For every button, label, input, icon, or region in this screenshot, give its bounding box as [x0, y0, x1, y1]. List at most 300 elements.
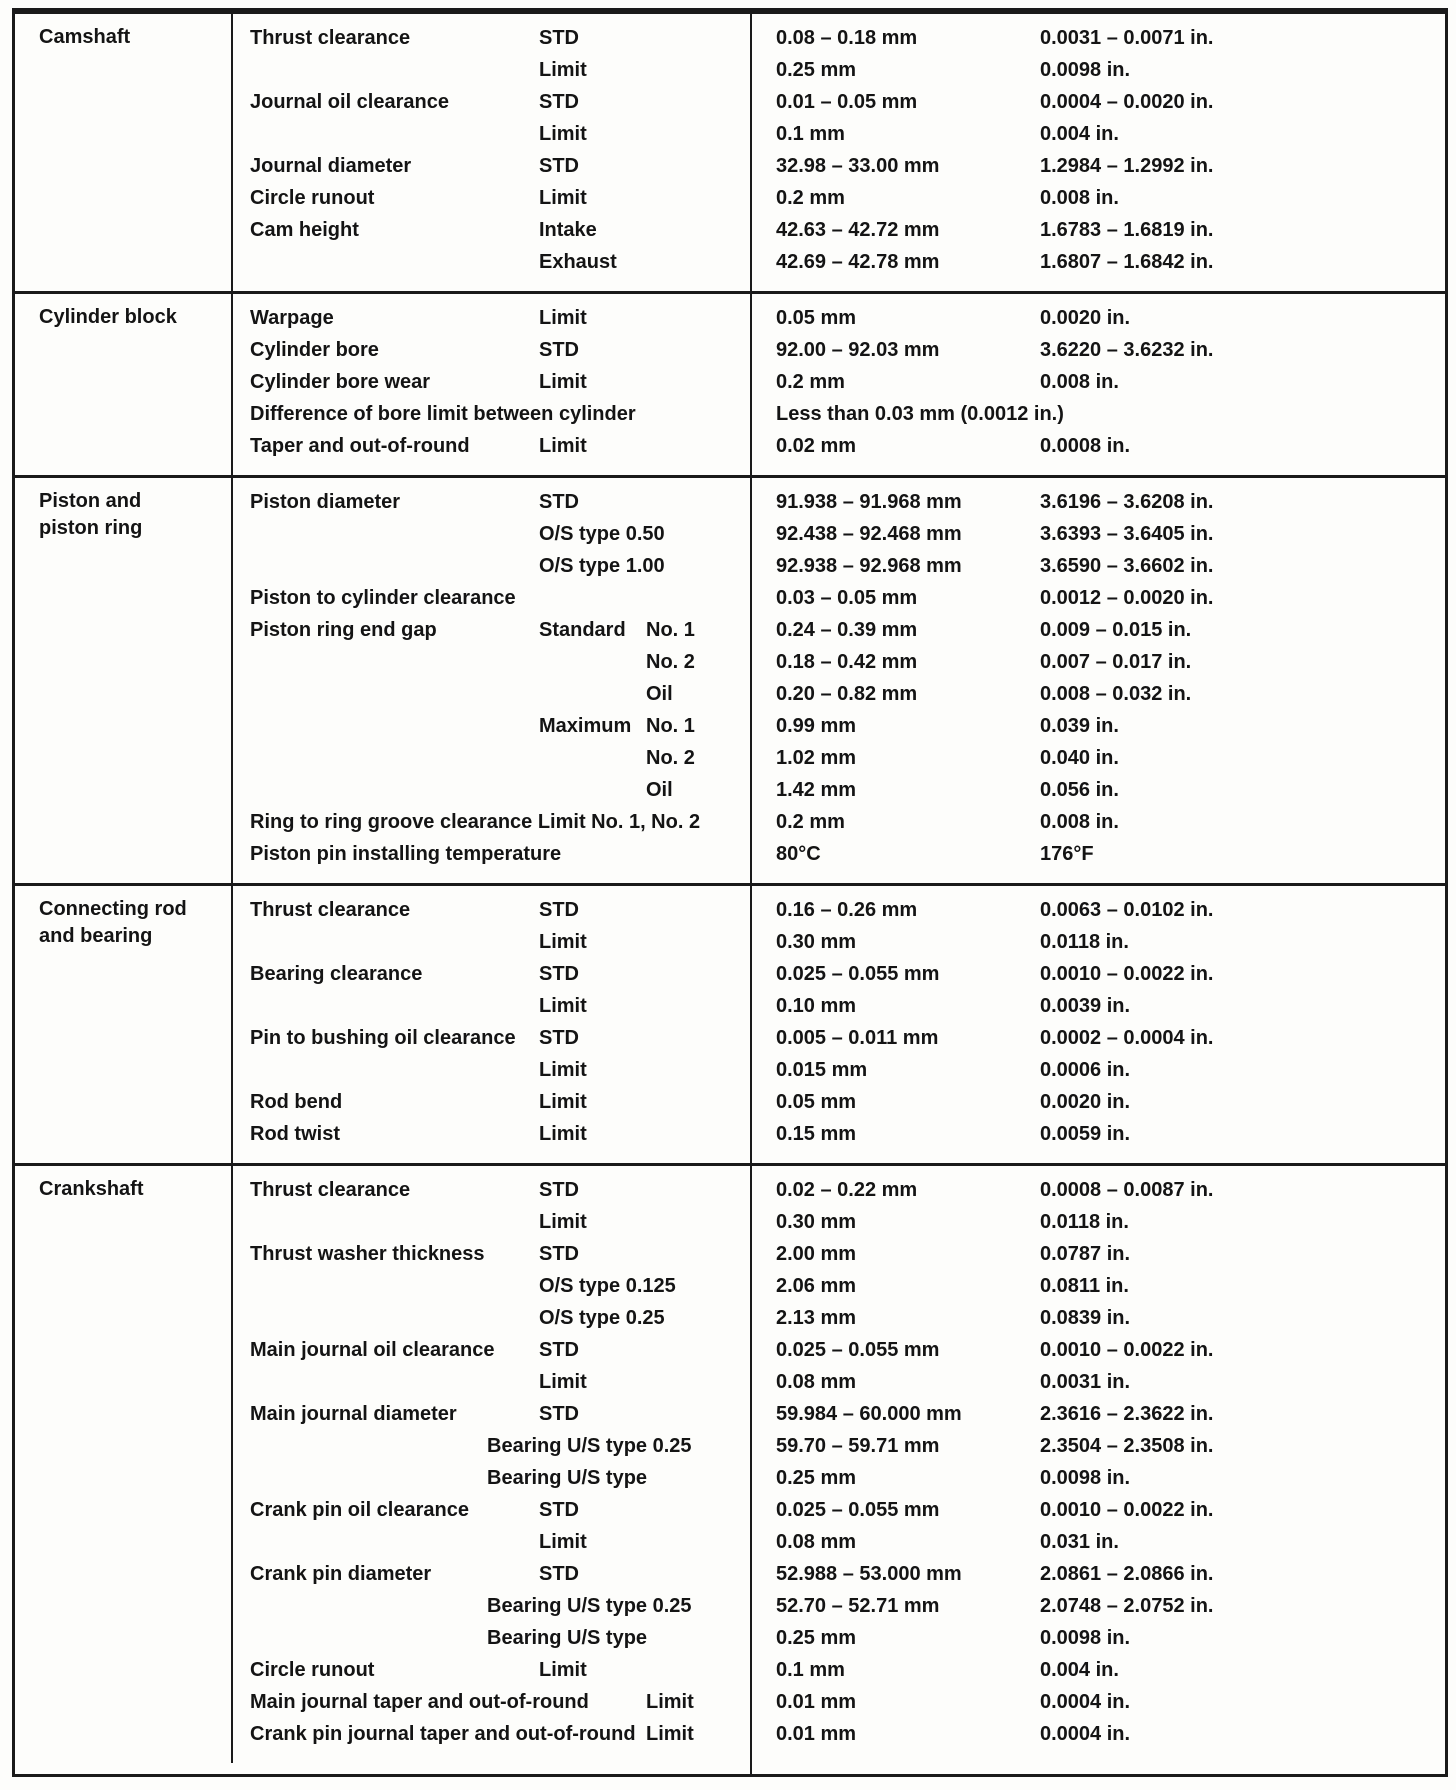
section-rows [233, 294, 1445, 475]
inch-value-cell: 3.6590 – 3.6602 in. [1040, 555, 1214, 577]
item-cell [233, 1302, 539, 1334]
item-cell [233, 678, 539, 710]
condition-cell: STD [539, 27, 579, 49]
section-title: Camshaft [15, 14, 233, 291]
sub-condition-cell [646, 22, 748, 54]
condition-cell: STD [539, 491, 579, 513]
condition-cell: STD [539, 91, 579, 113]
condition-cell: O/S type 1.00 [539, 555, 665, 577]
item-cell: Journal oil clearance [250, 91, 449, 113]
condition-cell: Limit [539, 1059, 587, 1081]
mm-value-cell: 0.02 – 0.22 mm [776, 1179, 918, 1201]
item-cell: Circle runout [250, 187, 375, 209]
sub-condition-cell [646, 990, 748, 1022]
section-rows [233, 478, 1445, 883]
mm-value-cell: 0.005 – 0.011 mm [776, 1027, 939, 1049]
inch-value-cell: 0.0059 in. [1040, 1123, 1131, 1145]
spec-row [233, 1174, 1445, 1206]
spec-row [233, 926, 1445, 958]
condition-cell: Maximum [539, 715, 632, 737]
sub-condition-cell [646, 1118, 748, 1150]
condition-cell: Bearing U/S type 0.25 [487, 1435, 692, 1457]
sub-condition-cell [646, 54, 748, 86]
spec-row [233, 54, 1445, 86]
condition-cell: O/S type 0.125 [539, 1275, 676, 1297]
inch-value-cell: 0.0098 in. [1040, 1467, 1131, 1489]
inch-value-cell: 0.0063 – 0.0102 in. [1040, 899, 1214, 921]
condition-cell: Limit [539, 123, 587, 145]
spec-section [15, 475, 1445, 883]
spec-row [233, 838, 1445, 870]
inch-value-cell: 0.0010 – 0.0022 in. [1040, 1499, 1214, 1521]
item-cell: Journal diameter [250, 155, 412, 177]
spec-row [233, 22, 1445, 54]
sub-condition-cell [646, 1334, 748, 1366]
spec-row [233, 1302, 1445, 1334]
item-cell: Bearing clearance [250, 963, 423, 985]
mm-value-cell: 0.16 – 0.26 mm [776, 899, 918, 921]
condition-cell: Limit [539, 59, 587, 81]
condition-cell: Limit [539, 307, 587, 329]
item-cell: Warpage [250, 307, 334, 329]
inch-value-cell: 0.008 – 0.032 in. [1040, 683, 1192, 705]
inch-value-cell: 0.0004 in. [1040, 1723, 1131, 1745]
item-cell [233, 246, 539, 278]
mm-value-cell: 1.02 mm [776, 747, 857, 769]
spec-row [233, 550, 1445, 582]
spec-row [233, 774, 1445, 806]
item-cell: Rod twist [250, 1123, 340, 1145]
condition-cell [539, 646, 646, 678]
sub-condition-cell [646, 86, 748, 118]
inch-value-cell: 2.0748 – 2.0752 in. [1040, 1595, 1214, 1617]
condition-cell: STD [539, 1499, 579, 1521]
spec-row [233, 398, 1445, 430]
condition-cell: Bearing U/S type 0.25 [487, 1595, 692, 1617]
spec-row [233, 1686, 1445, 1718]
mm-value-cell: 0.1 mm [776, 123, 845, 145]
inch-value-cell: 3.6220 – 3.6232 in. [1040, 339, 1214, 361]
sub-condition-cell [646, 1526, 748, 1558]
inch-value-cell: 0.009 – 0.015 in. [1040, 619, 1192, 641]
spec-row [233, 614, 1445, 646]
mm-value-cell: 0.08 – 0.18 mm [776, 27, 918, 49]
item-cell [233, 1206, 539, 1238]
spec-row [233, 710, 1445, 742]
mm-value-cell: 80°C [776, 843, 821, 865]
mm-value-cell: Less than 0.03 mm (0.0012 in.) [776, 403, 1064, 425]
item-cell: Thrust clearance [250, 1179, 411, 1201]
condition-cell: Limit [539, 931, 587, 953]
spec-row [233, 582, 1445, 614]
sub-condition-cell [646, 246, 748, 278]
item-cell: Crank pin oil clearance [250, 1499, 469, 1521]
sub-condition-cell [646, 1238, 748, 1270]
spec-row [233, 894, 1445, 926]
spec-row [233, 806, 1445, 838]
condition-cell: O/S type 0.50 [539, 523, 665, 545]
item-cell [233, 990, 539, 1022]
spec-row [233, 678, 1445, 710]
mm-value-cell: 0.025 – 0.055 mm [776, 963, 940, 985]
spec-row [233, 1430, 1445, 1462]
mm-value-cell: 52.988 – 53.000 mm [776, 1563, 962, 1585]
inch-value-cell: 0.0098 in. [1040, 59, 1131, 81]
spec-row [233, 742, 1445, 774]
sub-condition-cell [646, 1270, 748, 1302]
condition-cell: STD [539, 963, 579, 985]
sub-condition-cell: Oil [646, 779, 673, 801]
sub-condition-cell [646, 1302, 748, 1334]
inch-value-cell: 0.0787 in. [1040, 1243, 1131, 1265]
sub-condition-cell [646, 1654, 748, 1686]
inch-value-cell: 0.008 in. [1040, 371, 1119, 393]
condition-cell: Limit [539, 371, 587, 393]
inch-value-cell: 0.0008 in. [1040, 435, 1131, 457]
spec-section [15, 291, 1445, 475]
inch-value-cell: 2.3616 – 2.3622 in. [1040, 1403, 1214, 1425]
condition-cell: Standard [539, 619, 626, 641]
item-cell [233, 118, 539, 150]
sub-condition-cell [646, 150, 748, 182]
sub-condition-cell: No. 1 [646, 619, 695, 641]
mm-value-cell: 0.025 – 0.055 mm [776, 1499, 940, 1521]
spec-row [233, 246, 1445, 278]
section-title: Connecting rod and bearing [15, 886, 233, 1163]
inch-value-cell: 0.0006 in. [1040, 1059, 1131, 1081]
inch-value-cell: 0.0039 in. [1040, 995, 1131, 1017]
item-cell: Pin to bushing oil clearance [250, 1027, 516, 1049]
spec-row [233, 302, 1445, 334]
section-rows [233, 886, 1445, 1163]
spec-table [12, 8, 1448, 1777]
spec-row [233, 1086, 1445, 1118]
mm-value-cell: 0.30 mm [776, 1211, 857, 1233]
mm-value-cell: 0.01 – 0.05 mm [776, 91, 918, 113]
condition-cell: Bearing U/S type [487, 1467, 648, 1489]
condition-cell: Limit [539, 1211, 587, 1233]
sub-condition-cell [646, 118, 748, 150]
condition-cell: STD [539, 1243, 579, 1265]
inch-value-cell: 0.0004 in. [1040, 1691, 1131, 1713]
mm-value-cell: 0.03 – 0.05 mm [776, 587, 918, 609]
inch-value-cell: 0.031 in. [1040, 1531, 1119, 1553]
sub-condition-cell [646, 582, 748, 614]
mm-value-cell: 1.42 mm [776, 779, 857, 801]
inch-value-cell: 3.6393 – 3.6405 in. [1040, 523, 1214, 545]
sub-condition-cell [646, 430, 748, 462]
spec-row [233, 1270, 1445, 1302]
sub-condition-cell [646, 1622, 748, 1654]
item-cell: Cam height [250, 219, 359, 241]
spec-row [233, 1206, 1445, 1238]
sub-condition-cell [646, 1366, 748, 1398]
sub-condition-cell: Limit [646, 1691, 694, 1713]
item-cell: Piston to cylinder clearance [250, 587, 516, 609]
sub-condition-cell: Oil [646, 683, 673, 705]
inch-value-cell: 1.2984 – 1.2992 in. [1040, 155, 1214, 177]
section-title: Crankshaft [15, 1166, 233, 1763]
condition-cell [539, 582, 646, 614]
sub-condition-cell [646, 334, 748, 366]
item-cell: Taper and out-of-round [250, 435, 470, 457]
item-cell [233, 926, 539, 958]
item-cell: Main journal taper and out-of-round [250, 1691, 589, 1713]
mm-value-cell: 59.984 – 60.000 mm [776, 1403, 962, 1425]
inch-value-cell: 0.0020 in. [1040, 307, 1131, 329]
condition-cell: Limit [539, 1091, 587, 1113]
section-rows [233, 14, 1445, 291]
mm-value-cell: 0.99 mm [776, 715, 857, 737]
item-cell: Cylinder bore wear [250, 371, 431, 393]
item-cell: Piston ring end gap [250, 619, 437, 641]
inch-value-cell: 0.040 in. [1040, 747, 1119, 769]
sub-condition-cell [646, 1494, 748, 1526]
sub-condition-cell: Limit [646, 1723, 694, 1745]
mm-value-cell: 59.70 – 59.71 mm [776, 1435, 940, 1457]
condition-cell: STD [539, 1179, 579, 1201]
values-column-divider [750, 11, 752, 1774]
sub-condition-cell: No. 1 [646, 715, 695, 737]
mm-value-cell: 0.2 mm [776, 187, 845, 209]
sub-condition-cell [646, 1086, 748, 1118]
mm-value-cell: 32.98 – 33.00 mm [776, 155, 940, 177]
mm-value-cell: 0.25 mm [776, 59, 857, 81]
inch-value-cell: 0.004 in. [1040, 1659, 1119, 1681]
spec-row [233, 518, 1445, 550]
condition-cell: STD [539, 155, 579, 177]
sub-condition-cell [646, 366, 748, 398]
spec-row [233, 1654, 1445, 1686]
condition-cell: Limit [539, 1659, 587, 1681]
sub-condition-cell: No. 2 [646, 747, 695, 769]
sub-condition-cell [646, 486, 748, 518]
condition-cell: STD [539, 339, 579, 361]
item-cell: Main journal diameter [250, 1403, 457, 1425]
spec-row [233, 1054, 1445, 1086]
inch-value-cell: 0.0118 in. [1040, 931, 1129, 953]
item-cell [233, 742, 539, 774]
item-cell [233, 1054, 539, 1086]
mm-value-cell: 42.63 – 42.72 mm [776, 219, 940, 241]
inch-value-cell: 0.0004 – 0.0020 in. [1040, 91, 1214, 113]
mm-value-cell: 0.01 mm [776, 1723, 857, 1745]
item-cell: Piston pin installing temperature [250, 843, 562, 865]
inch-value-cell: 1.6807 – 1.6842 in. [1040, 251, 1214, 273]
condition-cell: Bearing U/S type [487, 1627, 648, 1649]
mm-value-cell: 0.10 mm [776, 995, 857, 1017]
mm-value-cell: 0.30 mm [776, 931, 857, 953]
mm-value-cell: 0.24 – 0.39 mm [776, 619, 918, 641]
item-cell: Crank pin journal taper and out-of-round [250, 1723, 636, 1745]
inch-value-cell: 0.0839 in. [1040, 1307, 1131, 1329]
condition-cell [539, 774, 646, 806]
sub-condition-cell [646, 926, 748, 958]
item-cell [233, 54, 539, 86]
mm-value-cell: 2.13 mm [776, 1307, 857, 1329]
spec-row [233, 1558, 1445, 1590]
sub-condition-cell [646, 1174, 748, 1206]
mm-value-cell: 92.00 – 92.03 mm [776, 339, 940, 361]
item-cell [233, 774, 539, 806]
spec-row [233, 1238, 1445, 1270]
inch-value-cell: 0.039 in. [1040, 715, 1119, 737]
mm-value-cell: 0.025 – 0.055 mm [776, 1339, 940, 1361]
condition-cell: Intake [539, 219, 597, 241]
condition-cell: Limit [539, 995, 587, 1017]
section-title: Piston and piston ring [15, 478, 233, 883]
mm-value-cell: 0.08 mm [776, 1371, 857, 1393]
mm-value-cell: 0.1 mm [776, 1659, 845, 1681]
sub-condition-cell [646, 1462, 748, 1494]
sub-condition-cell [646, 1022, 748, 1054]
mm-value-cell: 0.08 mm [776, 1531, 857, 1553]
inch-value-cell: 0.007 – 0.017 in. [1040, 651, 1192, 673]
spec-row [233, 486, 1445, 518]
mm-value-cell: 0.20 – 0.82 mm [776, 683, 918, 705]
inch-value-cell: 0.0118 in. [1040, 1211, 1129, 1233]
inch-value-cell: 0.0010 – 0.0022 in. [1040, 1339, 1214, 1361]
mm-value-cell: 0.05 mm [776, 307, 857, 329]
inch-value-cell: 0.0811 in. [1040, 1275, 1129, 1297]
mm-value-cell: 92.938 – 92.968 mm [776, 555, 962, 577]
mm-value-cell: 92.438 – 92.468 mm [776, 523, 962, 545]
item-cell: Crank pin diameter [250, 1563, 432, 1585]
sub-condition-cell [646, 894, 748, 926]
spec-section [15, 11, 1445, 291]
spec-row [233, 86, 1445, 118]
item-cell: Piston diameter [250, 491, 401, 513]
item-cell [233, 1526, 539, 1558]
inch-value-cell: 0.008 in. [1040, 811, 1119, 833]
section-rows [233, 1166, 1445, 1763]
sub-condition-cell [646, 518, 748, 550]
inch-value-cell: 0.0020 in. [1040, 1091, 1131, 1113]
mm-value-cell: 0.15 mm [776, 1123, 857, 1145]
condition-cell: STD [539, 1403, 579, 1425]
condition-cell: Exhaust [539, 251, 617, 273]
inch-value-cell: 0.0098 in. [1040, 1627, 1131, 1649]
mm-value-cell: 0.18 – 0.42 mm [776, 651, 918, 673]
condition-cell: Limit [539, 187, 587, 209]
section-title: Cylinder block [15, 294, 233, 475]
mm-value-cell: 0.01 mm [776, 1691, 857, 1713]
mm-value-cell: 0.2 mm [776, 371, 845, 393]
condition-cell: Limit [539, 1371, 587, 1393]
inch-value-cell: 0.0031 – 0.0071 in. [1040, 27, 1214, 49]
condition-cell: STD [539, 1027, 579, 1049]
item-cell [233, 710, 539, 742]
item-cell: Thrust washer thickness [250, 1243, 485, 1265]
item-cell: Thrust clearance [250, 899, 411, 921]
condition-cell: STD [539, 1563, 579, 1585]
spec-row [233, 1118, 1445, 1150]
inch-value-cell: 2.3504 – 2.3508 in. [1040, 1435, 1214, 1457]
mm-value-cell: 0.25 mm [776, 1467, 857, 1489]
inch-value-cell: 0.0031 in. [1040, 1371, 1131, 1393]
spec-row [233, 1622, 1445, 1654]
spec-row [233, 1718, 1445, 1750]
inch-value-cell: 2.0861 – 2.0866 in. [1040, 1563, 1214, 1585]
spec-section [15, 1163, 1445, 1763]
inch-value-cell: 3.6196 – 3.6208 in. [1040, 491, 1214, 513]
sub-condition-cell: No. 2 [646, 651, 695, 673]
sub-condition-cell [646, 1054, 748, 1086]
item-cell [233, 1270, 539, 1302]
condition-cell [539, 678, 646, 710]
item-cell [233, 1366, 539, 1398]
spec-row [233, 1022, 1445, 1054]
sub-condition-cell [646, 1206, 748, 1238]
sub-condition-cell [646, 1590, 748, 1622]
inch-value-cell: 176°F [1040, 843, 1094, 865]
sub-condition-cell [646, 1430, 748, 1462]
condition-cell [539, 742, 646, 774]
item-cell: Cylinder bore [250, 339, 379, 361]
sub-condition-cell [646, 182, 748, 214]
spec-row [233, 1462, 1445, 1494]
mm-value-cell: 0.015 mm [776, 1059, 868, 1081]
item-cell: Rod bend [250, 1091, 343, 1113]
item-cell [233, 518, 539, 550]
mm-value-cell: 0.02 mm [776, 435, 857, 457]
condition-cell: STD [539, 1339, 579, 1361]
inch-value-cell: 0.004 in. [1040, 123, 1119, 145]
spec-row [233, 150, 1445, 182]
mm-value-cell: 2.06 mm [776, 1275, 857, 1297]
item-cell: Ring to ring groove clearance Limit No. 1, No. 2 [250, 811, 701, 833]
inch-value-cell: 0.0010 – 0.0022 in. [1040, 963, 1214, 985]
inch-value-cell: 0.0012 – 0.0020 in. [1040, 587, 1214, 609]
sub-condition-cell [646, 302, 748, 334]
spec-row [233, 118, 1445, 150]
sub-condition-cell [646, 214, 748, 246]
inch-value-cell: 1.6783 – 1.6819 in. [1040, 219, 1214, 241]
spec-row [233, 1494, 1445, 1526]
sub-condition-cell [646, 550, 748, 582]
mm-value-cell: 91.938 – 91.968 mm [776, 491, 962, 513]
condition-cell: Limit [539, 1531, 587, 1553]
inch-value-cell: 0.0008 – 0.0087 in. [1040, 1179, 1214, 1201]
item-cell: Thrust clearance [250, 27, 411, 49]
spec-row [233, 214, 1445, 246]
spec-row [233, 990, 1445, 1022]
spec-row [233, 646, 1445, 678]
mm-value-cell: 42.69 – 42.78 mm [776, 251, 940, 273]
inch-value-cell: 0.056 in. [1040, 779, 1119, 801]
sub-condition-cell [646, 1558, 748, 1590]
item-cell: Circle runout [250, 1659, 375, 1681]
spec-row [233, 430, 1445, 462]
spec-row [233, 1334, 1445, 1366]
spec-row [233, 334, 1445, 366]
mm-value-cell: 0.2 mm [776, 811, 845, 833]
condition-cell: STD [539, 899, 579, 921]
condition-cell: Limit [539, 1123, 587, 1145]
spec-row [233, 1398, 1445, 1430]
item-cell: Difference of bore limit between cylinder [250, 403, 636, 425]
inch-value-cell: 0.008 in. [1040, 187, 1119, 209]
sub-condition-cell [646, 1398, 748, 1430]
condition-cell: Limit [539, 435, 587, 457]
spec-row [233, 1526, 1445, 1558]
item-cell [233, 550, 539, 582]
condition-cell: O/S type 0.25 [539, 1307, 665, 1329]
spec-row [233, 182, 1445, 214]
mm-value-cell: 2.00 mm [776, 1243, 857, 1265]
spec-row [233, 1590, 1445, 1622]
item-cell: Main journal oil clearance [250, 1339, 495, 1361]
